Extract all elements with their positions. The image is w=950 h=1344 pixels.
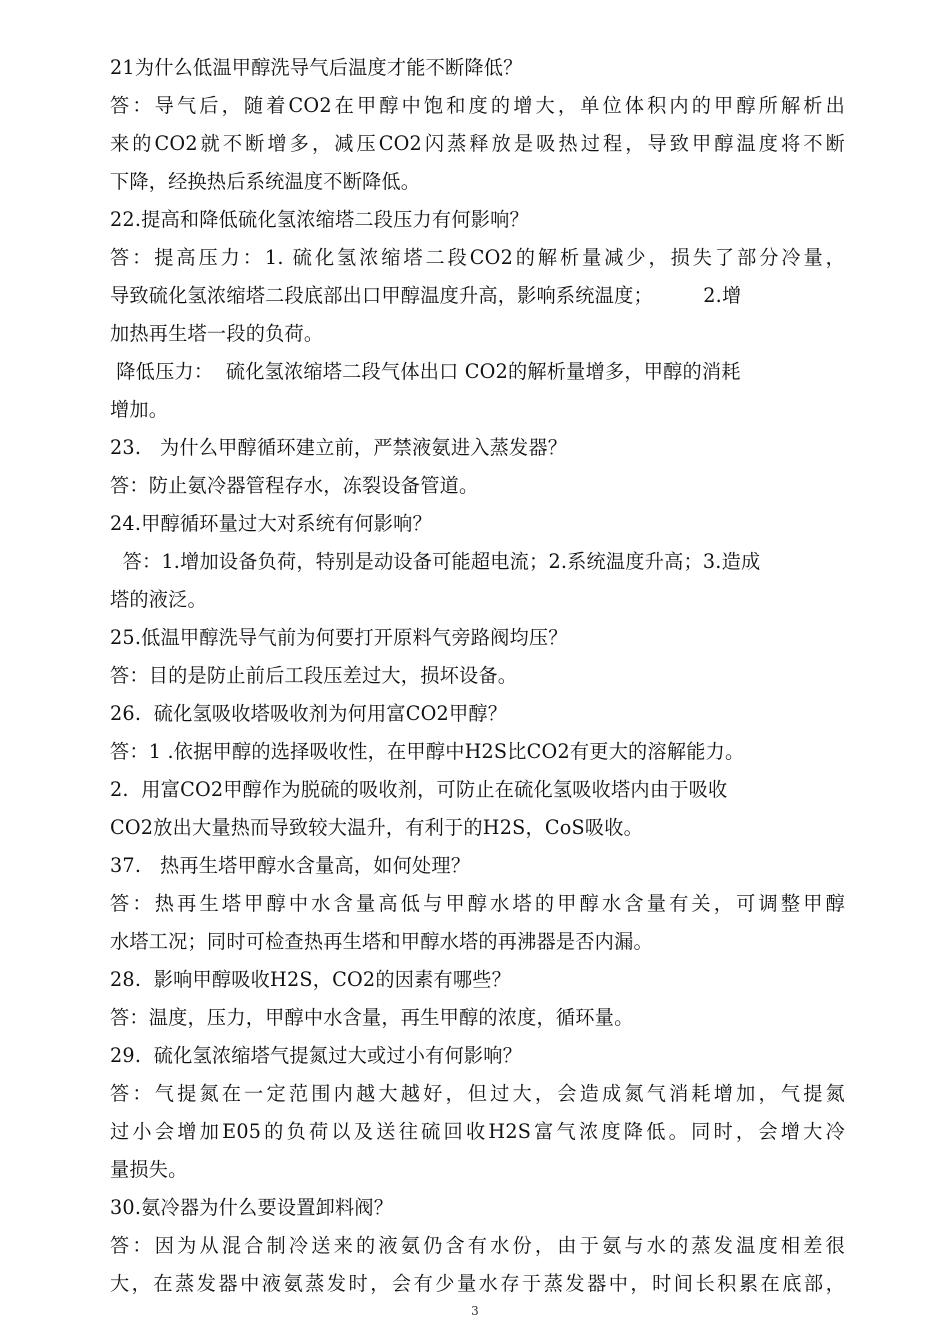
answer-line: 答：提高压力：1. 硫化氢浓缩塔二段CO2的解析量减少，损失了部分冷量， [110, 246, 845, 269]
question-26: 26. 硫化氢吸收塔吸收剂为何用富CO2甲醇？ [110, 702, 508, 725]
question-29: 29. 硫化氢浓缩塔气提氮过大或过小有何影响？ [110, 1044, 523, 1067]
answer-line: 答：1.增加设备负荷，特别是动设备可能超电流；2.系统温度升高；3.造成 [110, 550, 761, 573]
answer-line: 答：1 .依据甲醇的选择吸收性，在甲醇中H2S比CO2有更大的溶解能力。 [110, 740, 745, 763]
question-22: 22.提高和降低硫化氢浓缩塔二段压力有何影响？ [110, 208, 529, 231]
answer-line: 塔的液泛。 [110, 588, 207, 611]
question-25: 25.低温甲醇洗导气前为何要打开原料气旁路阀均压？ [110, 626, 568, 649]
answer-line: 答：目的是防止前后工段压差过大，损坏设备。 [110, 664, 518, 687]
page-number: 3 [471, 1304, 479, 1318]
answer-line: 降低压力： 硫化氢浓缩塔二段气体出口 CO2的解析量增多，甲醇的消耗 [110, 360, 741, 383]
question-37: 37. 热再生塔甲醇水含量高，如何处理？ [110, 854, 471, 877]
answer-line: 量损失。 [110, 1158, 188, 1181]
question-30: 30.氨冷器为什么要设置卸料阀？ [110, 1196, 394, 1219]
question-21: 21为什么低温甲醇洗导气后温度才能不断降低？ [110, 56, 523, 79]
answer-line: 下降，经换热后系统温度不断降低。 [110, 170, 421, 193]
question-23: 23. 为什么甲醇循环建立前，严禁液氨进入蒸发器？ [110, 436, 568, 459]
answer-line: 答：热再生塔甲醇中水含量高低与甲醇水塔的甲醇水含量有关，可调整甲醇 [110, 892, 845, 915]
answer-line: CO2放出大量热而导致较大温升，有利于的H2S，CoS吸收。 [110, 816, 644, 839]
answer-line: 答：导气后，随着CO2在甲醇中饱和度的增大，单位体积内的甲醇所解析出 [110, 94, 845, 117]
answer-line: 答：气提氮在一定范围内越大越好，但过大，会造成氮气消耗增加，气提氮 [110, 1082, 845, 1105]
answer-line: 水塔工况；同时可检查热再生塔和甲醇水塔的再沸器是否内漏。 [110, 930, 653, 953]
answer-line: 2. 用富CO2甲醇作为脱硫的吸收剂，可防止在硫化氢吸收塔内由于吸收 [110, 778, 728, 801]
answer-line: 答：因为从混合制冷送来的液氨仍含有水份，由于氨与水的蒸发温度相差很 [110, 1234, 845, 1257]
answer-line: 来的CO2就不断增多，减压CO2闪蒸释放是吸热过程，导致甲醇温度将不断 [110, 132, 845, 155]
answer-line: 答：温度，压力，甲醇中水含量，再生甲醇的浓度，循环量。 [110, 1006, 634, 1029]
answer-line: 大，在蒸发器中液氨蒸发时，会有少量水存于蒸发器中，时间长积累在底部， [110, 1272, 845, 1295]
answer-line: 加热再生塔一段的负荷。 [110, 322, 324, 345]
answer-line: 增加。 [110, 398, 169, 421]
answer-line: 导致硫化氢浓缩塔二段底部出口甲醇温度升高，影响系统温度； 2.增 [110, 284, 742, 307]
question-24: 24.甲醇循环量过大对系统有何影响？ [110, 512, 432, 535]
question-28: 28. 影响甲醇吸收H2S，CO2的因素有哪些？ [110, 968, 512, 991]
answer-line: 答：防止氨冷器管程存水，冻裂设备管道。 [110, 474, 479, 497]
answer-line: 过小会增加E05的负荷以及送往硫回收H2S富气浓度降低。同时，会增大冷 [110, 1120, 845, 1143]
